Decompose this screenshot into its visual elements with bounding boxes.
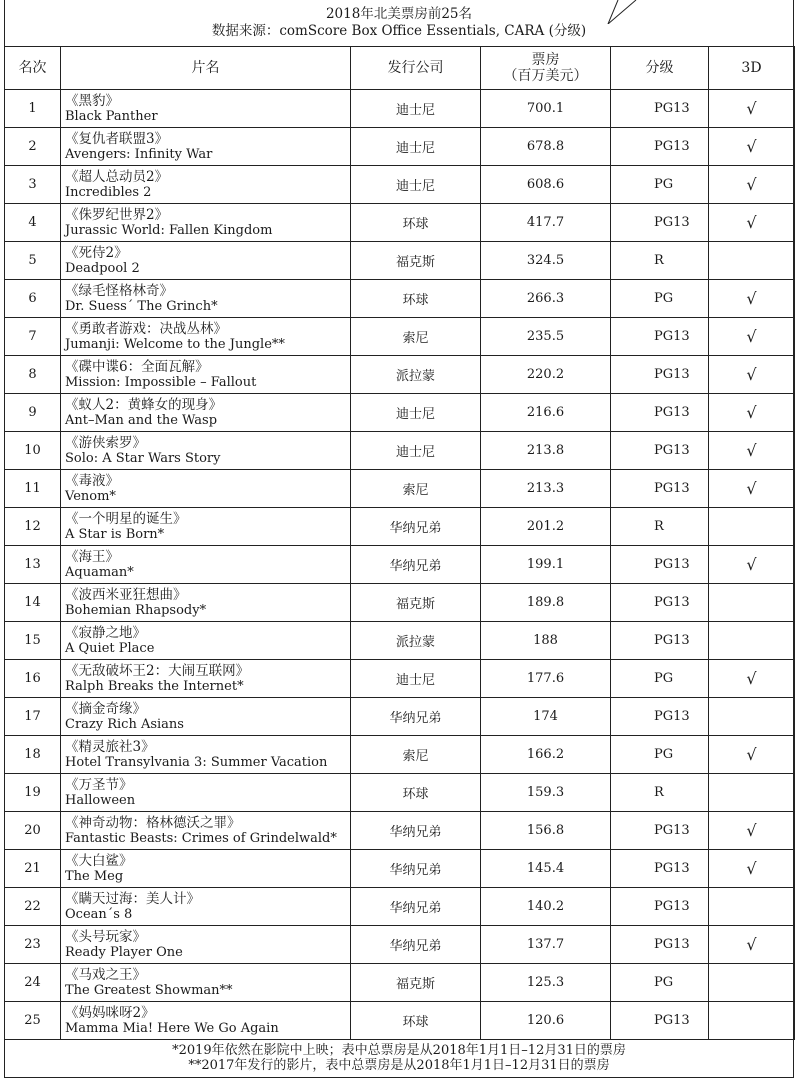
gross-cell: 125.3 xyxy=(481,964,611,1002)
rating-cell: PG13 xyxy=(611,394,709,432)
table-row xyxy=(5,660,795,698)
table-row xyxy=(5,166,795,204)
chinese-title: 《妈妈咪呀2》 xyxy=(65,1004,155,1021)
gross-cell: 177.6 xyxy=(481,660,611,698)
table-row xyxy=(5,90,795,128)
english-title: Incredibles 2 xyxy=(65,184,152,200)
title-cell xyxy=(61,698,351,736)
three-d-check xyxy=(709,1002,795,1040)
gross-cell: 220.2 xyxy=(481,356,611,394)
rating-cell: PG13 xyxy=(611,812,709,850)
title-cell xyxy=(61,926,351,964)
three-d-check xyxy=(709,508,795,546)
rank-cell: 12 xyxy=(5,508,61,546)
table-row xyxy=(5,242,795,280)
rating-cell: PG13 xyxy=(611,204,709,242)
table-row xyxy=(5,622,795,660)
three-d-check: √ xyxy=(709,90,795,128)
rank-cell: 2 xyxy=(5,128,61,166)
table-row xyxy=(5,280,795,318)
chinese-title: 《绿毛怪格林奇》 xyxy=(65,282,173,299)
english-title: Solo: A Star Wars Story xyxy=(65,450,221,466)
three-d-check: √ xyxy=(709,318,795,356)
distributor-cell: 索尼 xyxy=(351,318,481,356)
rank-cell: 3 xyxy=(5,166,61,204)
three-d-check: √ xyxy=(709,204,795,242)
chinese-title: 《一个明星的诞生》 xyxy=(65,510,187,527)
distributor-cell: 华纳兄弟 xyxy=(351,888,481,926)
distributor-cell: 派拉蒙 xyxy=(351,622,481,660)
distributor-cell: 华纳兄弟 xyxy=(351,508,481,546)
distributor-cell: 迪士尼 xyxy=(351,660,481,698)
table-row xyxy=(5,926,795,964)
rating-cell: PG13 xyxy=(611,90,709,128)
english-title: Venom* xyxy=(65,488,116,504)
title-cell xyxy=(61,584,351,622)
rating-cell: PG xyxy=(611,166,709,204)
distributor-cell: 环球 xyxy=(351,204,481,242)
english-title: Mission: Impossible – Fallout xyxy=(65,374,257,390)
rank-cell: 14 xyxy=(5,584,61,622)
english-title: Ready Player One xyxy=(65,944,183,960)
distributor-cell: 迪士尼 xyxy=(351,432,481,470)
table-row xyxy=(5,736,795,774)
three-d-check: √ xyxy=(709,356,795,394)
rating-cell: PG13 xyxy=(611,850,709,888)
english-title: The Greatest Showman** xyxy=(65,982,233,998)
chinese-title: 《黑豹》 xyxy=(65,92,119,109)
english-title: Ocean´s 8 xyxy=(65,906,133,922)
header-title: 片名 xyxy=(61,47,351,90)
english-title: Jurassic World: Fallen Kingdom xyxy=(65,222,273,238)
title-cell xyxy=(61,812,351,850)
distributor-cell: 迪士尼 xyxy=(351,394,481,432)
distributor-cell: 华纳兄弟 xyxy=(351,698,481,736)
english-title: Aquaman* xyxy=(65,564,134,580)
gross-cell: 137.7 xyxy=(481,926,611,964)
gross-cell: 140.2 xyxy=(481,888,611,926)
rank-cell: 19 xyxy=(5,774,61,812)
rating-cell: PG13 xyxy=(611,432,709,470)
table-caption xyxy=(4,6,794,40)
rank-cell: 6 xyxy=(5,280,61,318)
rating-cell: PG13 xyxy=(611,698,709,736)
chinese-title: 《瞒天过海：美人计》 xyxy=(65,890,200,907)
rank-cell: 18 xyxy=(5,736,61,774)
english-title: Jumanji: Welcome to the Jungle** xyxy=(65,336,285,352)
three-d-check xyxy=(709,888,795,926)
rank-cell: 7 xyxy=(5,318,61,356)
distributor-cell: 福克斯 xyxy=(351,964,481,1002)
header-gross-label: 票房 xyxy=(531,52,560,68)
title-cell xyxy=(61,394,351,432)
chinese-title: 《波西米亚狂想曲》 xyxy=(65,586,187,603)
rating-cell: PG13 xyxy=(611,926,709,964)
distributor-cell: 迪士尼 xyxy=(351,166,481,204)
box-office-table xyxy=(4,46,795,1040)
distributor-cell: 华纳兄弟 xyxy=(351,926,481,964)
three-d-check: √ xyxy=(709,736,795,774)
footnote-2: **2017年发行的影片，表中总票房是从2018年1月1日–12月31日的票房 xyxy=(188,1058,610,1073)
three-d-check: √ xyxy=(709,128,795,166)
rating-cell: PG13 xyxy=(611,888,709,926)
gross-cell: 608.6 xyxy=(481,166,611,204)
chinese-title: 《大白鲨》 xyxy=(65,852,133,869)
table-row xyxy=(5,850,795,888)
rank-cell: 20 xyxy=(5,812,61,850)
table-row xyxy=(5,964,795,1002)
title-cell xyxy=(61,356,351,394)
chinese-title: 《精灵旅社3》 xyxy=(65,738,155,755)
title-cell xyxy=(61,90,351,128)
chinese-title: 《死侍2》 xyxy=(65,244,128,261)
distributor-cell: 福克斯 xyxy=(351,584,481,622)
title-cell xyxy=(61,204,351,242)
rank-cell: 8 xyxy=(5,356,61,394)
table-row xyxy=(5,394,795,432)
title-cell xyxy=(61,242,351,280)
english-title: Mamma Mia! Here We Go Again xyxy=(65,1020,279,1036)
table-row xyxy=(5,508,795,546)
rating-cell: PG13 xyxy=(611,622,709,660)
three-d-check xyxy=(709,698,795,736)
gross-cell: 235.5 xyxy=(481,318,611,356)
rank-cell: 22 xyxy=(5,888,61,926)
english-title: Dr. Suess´ The Grinch* xyxy=(65,298,218,314)
gross-cell: 213.8 xyxy=(481,432,611,470)
chinese-title: 《万圣节》 xyxy=(65,776,133,793)
three-d-check xyxy=(709,964,795,1002)
gross-cell: 201.2 xyxy=(481,508,611,546)
title-cell xyxy=(61,736,351,774)
table-row xyxy=(5,318,795,356)
gross-cell: 166.2 xyxy=(481,736,611,774)
distributor-cell: 环球 xyxy=(351,1002,481,1040)
gross-cell: 678.8 xyxy=(481,128,611,166)
rank-cell: 17 xyxy=(5,698,61,736)
title-cell xyxy=(61,128,351,166)
chinese-title: 《海王》 xyxy=(65,548,119,565)
gross-cell: 417.7 xyxy=(481,204,611,242)
rank-cell: 10 xyxy=(5,432,61,470)
title-cell xyxy=(61,546,351,584)
gross-cell: 216.6 xyxy=(481,394,611,432)
chinese-title: 《毒液》 xyxy=(65,472,119,489)
gross-cell: 145.4 xyxy=(481,850,611,888)
title-cell xyxy=(61,1002,351,1040)
chinese-title: 《马戏之王》 xyxy=(65,966,146,983)
chinese-title: 《神奇动物：格林德沃之罪》 xyxy=(65,814,241,831)
chinese-title: 《无敌破坏王2：大闹互联网》 xyxy=(65,662,250,679)
rank-cell: 16 xyxy=(5,660,61,698)
table-header xyxy=(5,47,795,90)
gross-cell: 266.3 xyxy=(481,280,611,318)
chinese-title: 《复仇者联盟3》 xyxy=(65,130,169,147)
english-title: A Quiet Place xyxy=(65,640,155,656)
gross-cell: 188 xyxy=(481,622,611,660)
rating-cell: PG13 xyxy=(611,584,709,622)
table-row xyxy=(5,128,795,166)
three-d-check: √ xyxy=(709,660,795,698)
table-row xyxy=(5,432,795,470)
gross-cell: 159.3 xyxy=(481,774,611,812)
chinese-title: 《超人总动员2》 xyxy=(65,168,169,185)
title-cell xyxy=(61,166,351,204)
rating-cell: R xyxy=(611,508,709,546)
english-title: Halloween xyxy=(65,792,136,808)
footnote-1: *2019年依然在影院中上映；表中总票房是从2018年1月1日–12月31日的票房 xyxy=(172,1043,626,1058)
three-d-check: √ xyxy=(709,432,795,470)
header-distributor: 发行公司 xyxy=(351,47,481,90)
rating-cell: PG13 xyxy=(611,356,709,394)
title-cell xyxy=(61,432,351,470)
distributor-cell: 环球 xyxy=(351,774,481,812)
title-cell xyxy=(61,850,351,888)
title-cell xyxy=(61,660,351,698)
rating-cell: R xyxy=(611,774,709,812)
title-cell xyxy=(61,470,351,508)
rank-cell: 25 xyxy=(5,1002,61,1040)
chinese-title: 《游侠索罗》 xyxy=(65,434,146,451)
english-title: Black Panther xyxy=(65,108,158,124)
rank-cell: 24 xyxy=(5,964,61,1002)
rating-cell: PG xyxy=(611,964,709,1002)
gross-cell: 120.6 xyxy=(481,1002,611,1040)
title-cell xyxy=(61,280,351,318)
rating-cell: R xyxy=(611,242,709,280)
table-row xyxy=(5,356,795,394)
english-title: Crazy Rich Asians xyxy=(65,716,184,732)
table-body xyxy=(5,90,795,1040)
table-row xyxy=(5,888,795,926)
three-d-check: √ xyxy=(709,546,795,584)
rank-cell: 4 xyxy=(5,204,61,242)
rating-cell: PG13 xyxy=(611,318,709,356)
rank-cell: 9 xyxy=(5,394,61,432)
gross-cell: 189.8 xyxy=(481,584,611,622)
english-title: Bohemian Rhapsody* xyxy=(65,602,207,618)
three-d-check: √ xyxy=(709,394,795,432)
table-row xyxy=(5,812,795,850)
three-d-check xyxy=(709,622,795,660)
rating-cell: PG13 xyxy=(611,128,709,166)
table-row xyxy=(5,470,795,508)
distributor-cell: 索尼 xyxy=(351,470,481,508)
english-title: Ralph Breaks the Internet* xyxy=(65,678,244,694)
rating-cell: PG xyxy=(611,660,709,698)
three-d-check: √ xyxy=(709,166,795,204)
table-row xyxy=(5,584,795,622)
three-d-check: √ xyxy=(709,926,795,964)
rank-cell: 11 xyxy=(5,470,61,508)
english-title: Fantastic Beasts: Crimes of Grindelwald* xyxy=(65,830,337,846)
gross-cell: 700.1 xyxy=(481,90,611,128)
english-title: Deadpool 2 xyxy=(65,260,140,276)
header-3d: 3D xyxy=(709,47,795,90)
rank-cell: 13 xyxy=(5,546,61,584)
distributor-cell: 派拉蒙 xyxy=(351,356,481,394)
three-d-check: √ xyxy=(709,850,795,888)
rank-cell: 5 xyxy=(5,242,61,280)
chinese-title: 《寂静之地》 xyxy=(65,624,146,641)
gross-cell: 174 xyxy=(481,698,611,736)
distributor-cell: 华纳兄弟 xyxy=(351,812,481,850)
distributor-cell: 迪士尼 xyxy=(351,90,481,128)
three-d-check: √ xyxy=(709,812,795,850)
chinese-title: 《头号玩家》 xyxy=(65,928,146,945)
distributor-cell: 环球 xyxy=(351,280,481,318)
title-cell xyxy=(61,508,351,546)
title-cell xyxy=(61,888,351,926)
rating-cell: PG13 xyxy=(611,1002,709,1040)
rank-cell: 1 xyxy=(5,90,61,128)
chinese-title: 《勇敢者游戏：决战丛林》 xyxy=(65,320,227,337)
title-cell xyxy=(61,622,351,660)
three-d-check: √ xyxy=(709,280,795,318)
table-row xyxy=(5,546,795,584)
rating-cell: PG13 xyxy=(611,470,709,508)
chinese-title: 《碟中谍6：全面瓦解》 xyxy=(65,358,209,375)
table-row xyxy=(5,698,795,736)
table-row xyxy=(5,774,795,812)
distributor-cell: 索尼 xyxy=(351,736,481,774)
three-d-check xyxy=(709,584,795,622)
rank-cell: 15 xyxy=(5,622,61,660)
gross-cell: 213.3 xyxy=(481,470,611,508)
rank-cell: 23 xyxy=(5,926,61,964)
title-cell xyxy=(61,318,351,356)
english-title: A Star is Born* xyxy=(65,526,165,542)
table-row xyxy=(5,1002,795,1040)
distributor-cell: 华纳兄弟 xyxy=(351,546,481,584)
english-title: Hotel Transylvania 3: Summer Vacation xyxy=(65,754,328,770)
three-d-check xyxy=(709,774,795,812)
gross-cell: 324.5 xyxy=(481,242,611,280)
three-d-check: √ xyxy=(709,470,795,508)
english-title: Avengers: Infinity War xyxy=(65,146,213,162)
data-source: 数据来源：comScore Box Office Essentials, CARA (分级) xyxy=(211,23,587,39)
english-title: Ant–Man and the Wasp xyxy=(65,412,218,428)
chinese-title: 《摘金奇缘》 xyxy=(65,700,146,717)
rank-cell: 21 xyxy=(5,850,61,888)
header-rating: 分级 xyxy=(611,47,709,90)
table-row xyxy=(5,204,795,242)
gross-cell: 199.1 xyxy=(481,546,611,584)
header-gross-unit: （百万美元） xyxy=(503,68,588,84)
three-d-check xyxy=(709,242,795,280)
distributor-cell: 华纳兄弟 xyxy=(351,850,481,888)
rating-cell: PG xyxy=(611,736,709,774)
table-title: 2018年北美票房前25名 xyxy=(325,6,473,22)
header-rank: 名次 xyxy=(5,47,61,90)
distributor-cell: 福克斯 xyxy=(351,242,481,280)
title-cell xyxy=(61,964,351,1002)
title-cell xyxy=(61,774,351,812)
chinese-title: 《蚁人2：黄蜂女的现身》 xyxy=(65,396,223,413)
rating-cell: PG xyxy=(611,280,709,318)
gross-cell: 156.8 xyxy=(481,812,611,850)
chinese-title: 《侏罗纪世界2》 xyxy=(65,206,169,223)
distributor-cell: 迪士尼 xyxy=(351,128,481,166)
header-gross xyxy=(481,47,611,90)
footnotes xyxy=(4,1043,794,1073)
english-title: The Meg xyxy=(65,868,124,884)
rating-cell: PG13 xyxy=(611,546,709,584)
